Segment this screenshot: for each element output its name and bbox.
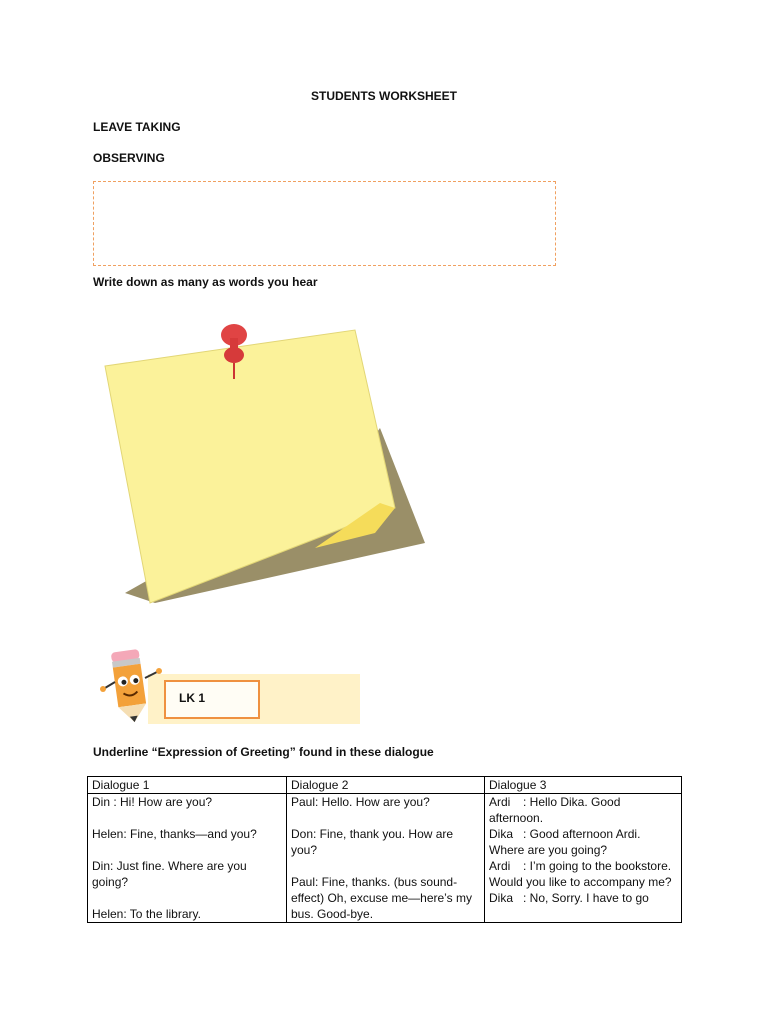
dialogue-3-cell <box>485 794 682 923</box>
dialogue-line <box>489 826 677 858</box>
dialogue-1-cell <box>88 794 287 923</box>
lk-label-box <box>164 680 260 719</box>
section-heading-leave-taking: LEAVE TAKING <box>93 120 181 134</box>
dialogue-line <box>489 890 677 906</box>
speech-text: : Good afternoon Ardi. Where are you going? <box>489 827 641 857</box>
speaker-name: Ardi <box>489 795 511 809</box>
speaker-name: Dika <box>489 891 514 905</box>
worksheet-title: STUDENTS WORKSHEET <box>310 89 457 103</box>
table-header-row <box>88 777 682 794</box>
dialogue-line: Paul: Hello. How are you? <box>291 795 430 809</box>
header-dialogue-3: Dialogue 3 <box>485 777 682 794</box>
lk-label: LK 1 <box>179 691 206 705</box>
dialogue-line: Din : Hi! How are you? <box>92 795 213 809</box>
dialogue-line: Din: Just fine. Where are you going? <box>92 859 247 889</box>
observing-answer-box[interactable] <box>93 181 556 266</box>
sticky-note-illustration <box>95 303 435 623</box>
speech-text: : I’m going to the bookstore. Would you like to accompany me? <box>489 859 672 889</box>
pencil-mascot-icon <box>93 642 173 727</box>
dialogue-2-cell <box>287 794 485 923</box>
dialogue-line: Helen: Fine, thanks—and you? <box>92 827 257 841</box>
dialogue-table <box>87 776 682 923</box>
table-row <box>88 794 682 923</box>
header-dialogue-1: Dialogue 1 <box>88 777 287 794</box>
dialogue-line: Don: Fine, thank you. How are you? <box>291 827 454 857</box>
instruction-write-words: Write down as many as words you hear <box>93 275 318 289</box>
instruction-underline-greeting: Underline “Expression of Greeting” found in these dialogue <box>93 745 434 759</box>
speech-text: : No, Sorry. I have to go <box>523 891 649 905</box>
dialogue-line: Helen: To the library. <box>92 907 201 921</box>
section-heading-observing: OBSERVING <box>93 151 165 165</box>
dialogue-line <box>489 794 677 826</box>
speech-text: : Hello Dika. Good afternoon. <box>489 795 621 825</box>
header-dialogue-2: Dialogue 2 <box>287 777 485 794</box>
speaker-name: Ardi <box>489 859 511 873</box>
dialogue-line <box>489 858 677 890</box>
speaker-name: Dika <box>489 827 514 841</box>
sticky-note-paper <box>105 330 395 603</box>
dialogue-line: Paul: Fine, thanks. (bus sound-effect) Oh, excuse me—here’s my bus. Good-bye. <box>291 875 472 921</box>
